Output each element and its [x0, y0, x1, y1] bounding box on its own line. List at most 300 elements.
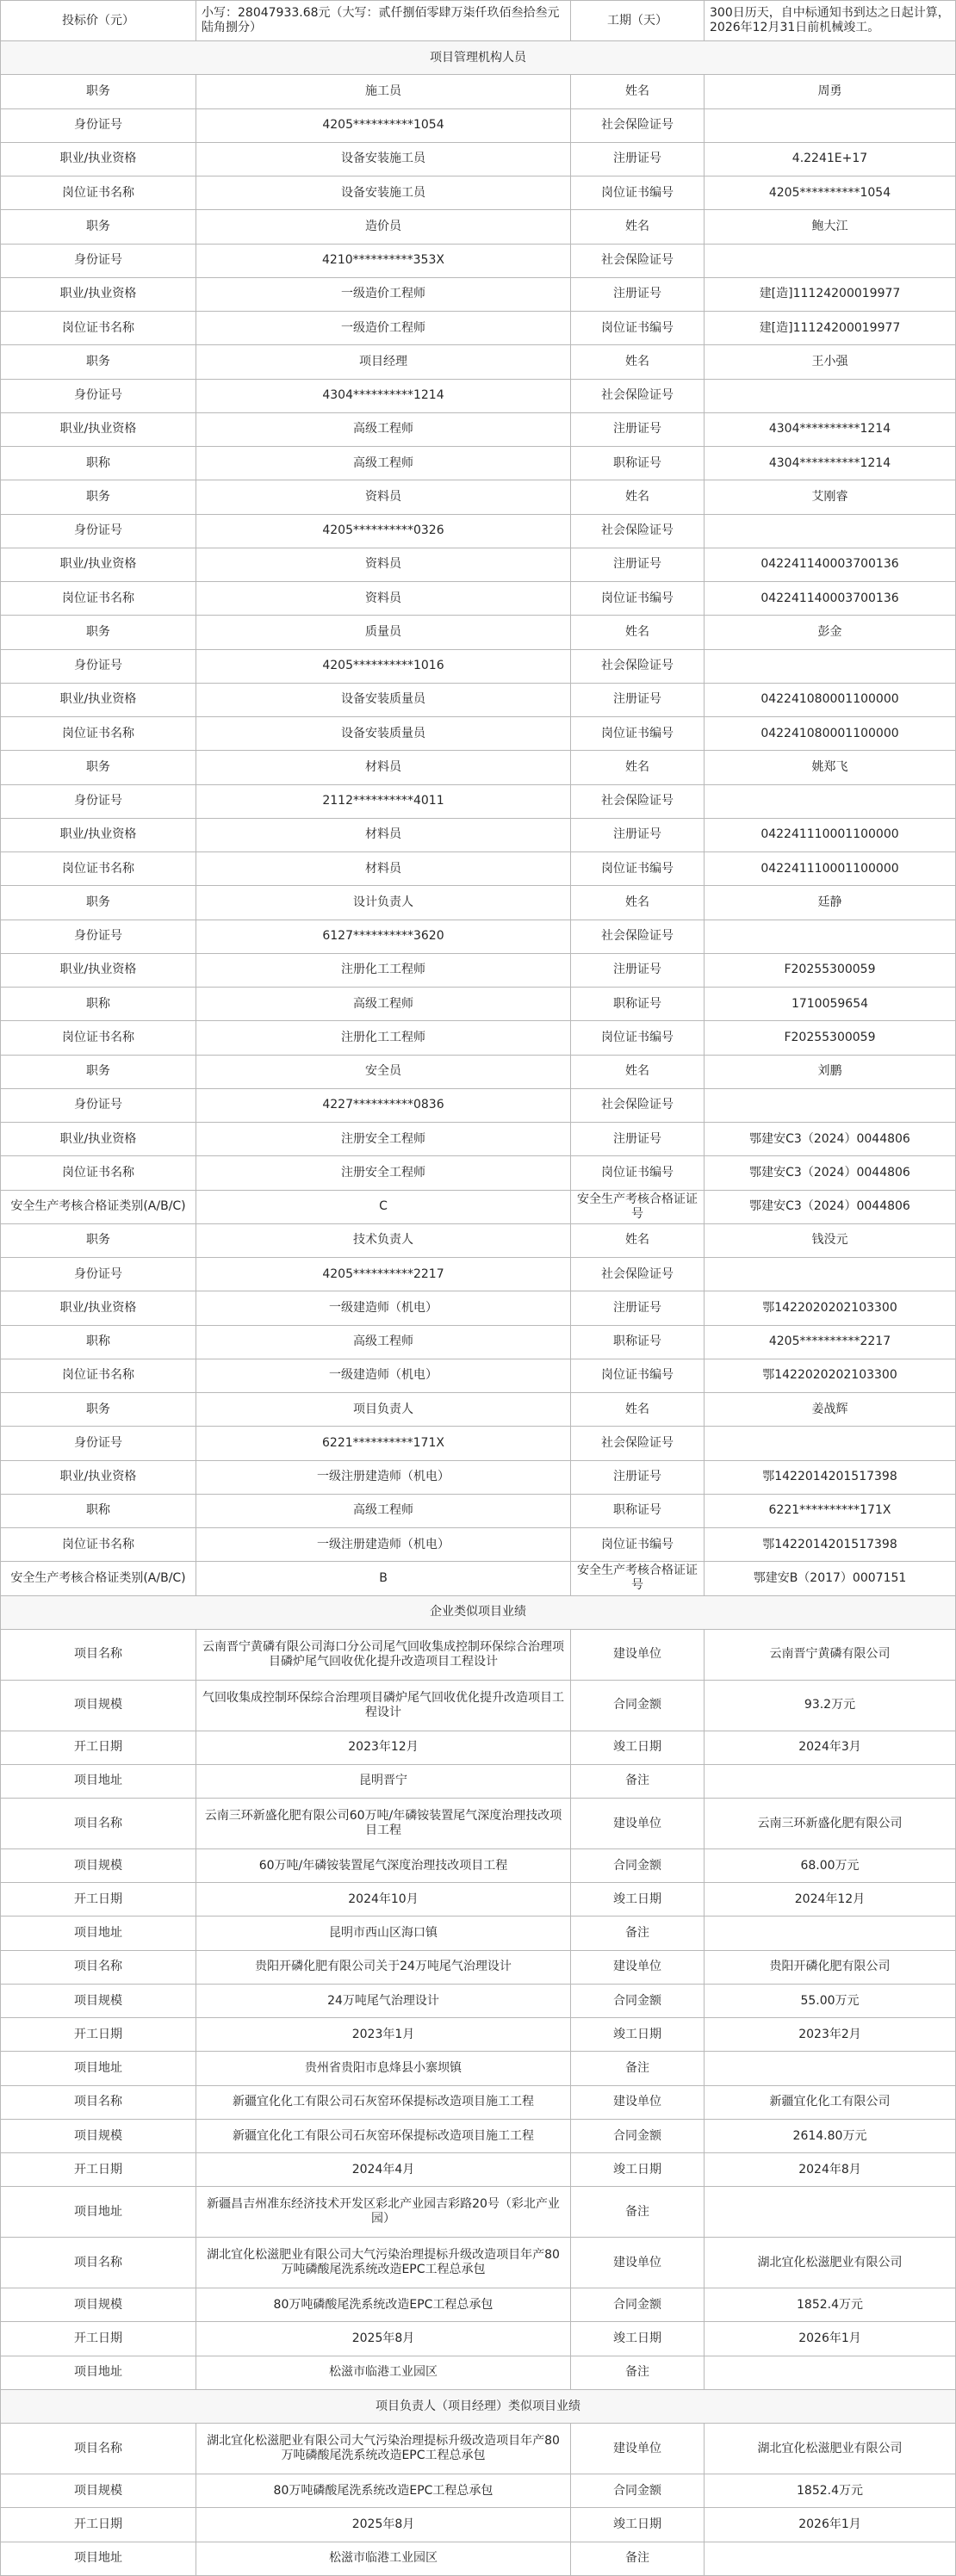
field-value: 姜战辉 — [705, 1393, 956, 1427]
field-value: 4205**********1054 — [705, 176, 956, 210]
table-row — [1, 515, 956, 548]
table-row — [1, 2474, 956, 2508]
field-label: 注册证号 — [571, 819, 705, 852]
field-label: 职称 — [1, 1495, 196, 1528]
field-label: 职务 — [1, 886, 196, 920]
table-row — [1, 2508, 956, 2542]
section-title: 企业类似项目业绩 — [1, 1596, 956, 1630]
field-value: 2023年12月 — [196, 1731, 571, 1765]
field-value: 鄂1422014201517398 — [705, 1528, 956, 1562]
field-value: 24万吨尾气治理设计 — [196, 1985, 571, 2018]
field-label: 项目规模 — [1, 1985, 196, 2018]
field-value: 设备安装质量员 — [196, 717, 571, 751]
field-label: 注册证号 — [571, 684, 705, 717]
table-row — [1, 278, 956, 312]
field-value: 4210**********353X — [196, 245, 571, 278]
table-row — [1, 2288, 956, 2322]
field-value: 松滋市临港工业园区 — [196, 2542, 571, 2576]
field-label: 职务 — [1, 1224, 196, 1258]
field-value: 鄂1422020202103300 — [705, 1359, 956, 1393]
field-label: 项目规模 — [1, 2288, 196, 2322]
field-value: 湖北宜化松滋肥业有限公司大气污染治理提标升级改造项目年产80万吨磷酸尾洗系统改造EPC工程总承包 — [196, 2424, 571, 2474]
table-row — [1, 684, 956, 717]
table-row — [1, 1495, 956, 1528]
field-label: 职称证号 — [571, 1326, 705, 1359]
field-value — [705, 2542, 956, 2576]
field-value — [705, 2052, 956, 2085]
field-label: 社会保险证号 — [571, 380, 705, 413]
field-label: 合同金额 — [571, 1681, 705, 1731]
field-label: 身份证号 — [1, 380, 196, 413]
field-label: 身份证号 — [1, 785, 196, 819]
field-value: 钱没元 — [705, 1224, 956, 1258]
field-label: 岗位证书名称 — [1, 1021, 196, 1055]
field-label: 职业/执业资格 — [1, 413, 196, 447]
field-label: 姓名 — [571, 751, 705, 784]
field-value: 新疆宜化化工有限公司石灰窑环保提标改造项目施工工程 — [196, 2086, 571, 2120]
field-value: 高级工程师 — [196, 413, 571, 447]
section-title: 项目管理机构人员 — [1, 41, 956, 75]
field-label: 身份证号 — [1, 650, 196, 684]
field-value: 2025年8月 — [196, 2508, 571, 2542]
field-label: 身份证号 — [1, 920, 196, 954]
field-label: 安全生产考核合格证证号 — [571, 1191, 705, 1224]
field-value: 一级注册建造师（机电） — [196, 1461, 571, 1495]
field-label: 身份证号 — [1, 245, 196, 278]
field-value: F20255300059 — [705, 1021, 956, 1055]
field-value: 新疆昌吉州准东经济技术开发区彩北产业园吉彩路20号（彩北产业园） — [196, 2187, 571, 2238]
field-label: 开工日期 — [1, 2153, 196, 2187]
field-label: 注册证号 — [571, 413, 705, 447]
field-value — [705, 785, 956, 819]
table-row — [1, 1951, 956, 1985]
field-label: 职业/执业资格 — [1, 1123, 196, 1156]
field-label: 社会保险证号 — [571, 1427, 705, 1460]
field-value: 2112**********4011 — [196, 785, 571, 819]
table-row — [1, 1123, 956, 1156]
field-value: 云南三环新盛化肥有限公司60万吨/年磷铵装置尾气深度治理技改项目工程 — [196, 1799, 571, 1849]
field-value: 2026年1月 — [705, 2508, 956, 2542]
field-label: 身份证号 — [1, 1427, 196, 1460]
field-value: 建[造]11124200019977 — [705, 278, 956, 312]
table-row — [1, 1258, 956, 1291]
field-value: 2024年12月 — [705, 1883, 956, 1917]
field-value: 4205**********1016 — [196, 650, 571, 684]
table-row — [1, 1191, 956, 1224]
field-label: 岗位证书编号 — [571, 1021, 705, 1055]
field-label: 岗位证书编号 — [571, 852, 705, 886]
field-value: 4.2241E+17 — [705, 143, 956, 176]
field-value: 注册安全工程师 — [196, 1123, 571, 1156]
field-value: 1852.4万元 — [705, 2474, 956, 2508]
field-value: 贵阳开磷化肥有限公司关于24万吨尾气治理设计 — [196, 1951, 571, 1985]
field-value — [705, 245, 956, 278]
field-value: 注册化工工程师 — [196, 954, 571, 988]
field-label: 注册证号 — [571, 1123, 705, 1156]
field-value — [705, 1427, 956, 1460]
field-value: 鄂1422020202103300 — [705, 1291, 956, 1325]
field-label: 开工日期 — [1, 1883, 196, 1917]
field-label: 竣工日期 — [571, 2018, 705, 2052]
field-value: 湖北宜化松滋肥业有限公司 — [705, 2424, 956, 2474]
field-label: 职称 — [1, 1326, 196, 1359]
field-label: 备注 — [571, 1765, 705, 1799]
field-value: 艾刚睿 — [705, 480, 956, 514]
field-value: 6221**********171X — [196, 1427, 571, 1460]
field-label: 岗位证书名称 — [1, 176, 196, 210]
field-label: 备注 — [571, 1917, 705, 1950]
field-value: 042241140003700136 — [705, 548, 956, 582]
field-label: 职称 — [1, 447, 196, 480]
field-value: 项目负责人 — [196, 1393, 571, 1427]
field-label: 竣工日期 — [571, 2322, 705, 2356]
field-value: 质量员 — [196, 616, 571, 649]
field-label: 身份证号 — [1, 1258, 196, 1291]
field-value: B — [196, 1562, 571, 1595]
field-label: 开工日期 — [1, 1731, 196, 1765]
field-value: 55.00万元 — [705, 1985, 956, 2018]
field-label: 备注 — [571, 2187, 705, 2238]
period-label: 工期（天） — [571, 1, 705, 41]
field-label: 姓名 — [571, 75, 705, 108]
field-value: 姚郑飞 — [705, 751, 956, 784]
field-label: 社会保险证号 — [571, 1089, 705, 1123]
table-row — [1, 245, 956, 278]
field-label: 职业/执业资格 — [1, 1291, 196, 1325]
field-label: 项目规模 — [1, 2120, 196, 2153]
field-value: 设备安装质量员 — [196, 684, 571, 717]
field-value: 王小强 — [705, 345, 956, 379]
table-row — [1, 1985, 956, 2018]
section-header-row — [1, 1596, 956, 1630]
field-label: 姓名 — [571, 345, 705, 379]
field-label: 岗位证书名称 — [1, 1528, 196, 1562]
table-row — [1, 1883, 956, 1917]
field-value: 廷静 — [705, 886, 956, 920]
field-value — [705, 920, 956, 954]
field-value: 贵州省贵阳市息烽县小寨坝镇 — [196, 2052, 571, 2085]
field-label: 姓名 — [571, 480, 705, 514]
table-row — [1, 650, 956, 684]
table-row — [1, 2238, 956, 2288]
field-label: 竣工日期 — [571, 2508, 705, 2542]
field-label: 职务 — [1, 1056, 196, 1089]
field-value: 鄂建安C3（2024）0044806 — [705, 1156, 956, 1190]
table-row — [1, 1089, 956, 1123]
field-value: 材料员 — [196, 751, 571, 784]
bid-price-value: 小写：28047933.68元（大写：贰仟捌佰零肆万柒仟玖佰叁拾叁元陆角捌分） — [196, 1, 571, 41]
table-row — [1, 312, 956, 345]
field-label: 开工日期 — [1, 2508, 196, 2542]
field-value: 一级造价工程师 — [196, 278, 571, 312]
field-label: 竣工日期 — [571, 1731, 705, 1765]
field-value: 湖北宜化松滋肥业有限公司 — [705, 2238, 956, 2288]
field-value — [705, 380, 956, 413]
table-row — [1, 1799, 956, 1849]
field-value: 一级造价工程师 — [196, 312, 571, 345]
field-label: 岗位证书名称 — [1, 312, 196, 345]
field-value: 60万吨/年磷铵装置尾气深度治理技改项目工程 — [196, 1849, 571, 1883]
field-label: 社会保险证号 — [571, 650, 705, 684]
table-row — [1, 1765, 956, 1799]
field-value — [705, 1917, 956, 1950]
table-row — [1, 1224, 956, 1258]
field-value: 2025年8月 — [196, 2322, 571, 2356]
field-value: 新疆宜化化工有限公司石灰窑环保提标改造项目施工工程 — [196, 2120, 571, 2153]
field-label: 岗位证书编号 — [571, 1528, 705, 1562]
field-value: 云南三环新盛化肥有限公司 — [705, 1799, 956, 1849]
table-row — [1, 954, 956, 988]
field-label: 竣工日期 — [571, 1883, 705, 1917]
field-label: 注册证号 — [571, 1461, 705, 1495]
field-value: 4205**********1054 — [196, 109, 571, 143]
field-value: 鲍大江 — [705, 210, 956, 244]
field-label: 职务 — [1, 210, 196, 244]
field-label: 岗位证书编号 — [571, 582, 705, 616]
field-value: 施工员 — [196, 75, 571, 108]
field-value: 鄂建安C3（2024）0044806 — [705, 1191, 956, 1224]
field-label: 姓名 — [571, 886, 705, 920]
field-label: 职业/执业资格 — [1, 954, 196, 988]
field-value: 鄂建安B（2017）0007151 — [705, 1562, 956, 1595]
field-label: 项目地址 — [1, 2356, 196, 2390]
table-row — [1, 2153, 956, 2187]
field-label: 岗位证书编号 — [571, 312, 705, 345]
table-row — [1, 2187, 956, 2238]
field-label: 合同金额 — [571, 2120, 705, 2153]
field-value: 注册化工工程师 — [196, 1021, 571, 1055]
field-label: 职务 — [1, 751, 196, 784]
field-label: 项目名称 — [1, 1951, 196, 1985]
field-value: 彭金 — [705, 616, 956, 649]
field-label: 项目地址 — [1, 1917, 196, 1950]
table-row — [1, 1461, 956, 1495]
field-value: 68.00万元 — [705, 1849, 956, 1883]
field-value: 造价员 — [196, 210, 571, 244]
field-label: 岗位证书编号 — [571, 1359, 705, 1393]
field-value: 高级工程师 — [196, 1326, 571, 1359]
field-label: 职称证号 — [571, 447, 705, 480]
field-value: 昆明市西山区海口镇 — [196, 1917, 571, 1950]
field-label: 岗位证书名称 — [1, 852, 196, 886]
table-row — [1, 2424, 956, 2474]
field-label: 职业/执业资格 — [1, 819, 196, 852]
field-value: 昆明晋宁 — [196, 1765, 571, 1799]
field-label: 社会保险证号 — [571, 785, 705, 819]
field-value: 资料员 — [196, 548, 571, 582]
field-label: 身份证号 — [1, 109, 196, 143]
field-value: 2026年1月 — [705, 2322, 956, 2356]
field-label: 合同金额 — [571, 1849, 705, 1883]
field-value — [705, 2187, 956, 2238]
table-row — [1, 1359, 956, 1393]
field-value — [705, 109, 956, 143]
field-value: 建[造]11124200019977 — [705, 312, 956, 345]
section-header-row — [1, 2390, 956, 2424]
table-row — [1, 345, 956, 379]
field-value: 资料员 — [196, 582, 571, 616]
table-row — [1, 852, 956, 886]
field-value: F20255300059 — [705, 954, 956, 988]
field-label: 职业/执业资格 — [1, 143, 196, 176]
field-value: 042241080001100000 — [705, 684, 956, 717]
table-row — [1, 717, 956, 751]
field-value: 1852.4万元 — [705, 2288, 956, 2322]
field-value: 6127**********3620 — [196, 920, 571, 954]
field-label: 项目规模 — [1, 1681, 196, 1731]
field-value: 设计负责人 — [196, 886, 571, 920]
field-label: 职务 — [1, 75, 196, 108]
field-value: 4304**********1214 — [196, 380, 571, 413]
field-label: 项目地址 — [1, 2052, 196, 2085]
table-row — [1, 1731, 956, 1765]
field-value: 周勇 — [705, 75, 956, 108]
field-value: 安全员 — [196, 1056, 571, 1089]
table-row — [1, 2086, 956, 2120]
field-value — [705, 1765, 956, 1799]
field-label: 合同金额 — [571, 2288, 705, 2322]
field-value: 注册安全工程师 — [196, 1156, 571, 1190]
table-row — [1, 785, 956, 819]
table-row — [1, 1630, 956, 1681]
field-value: 新疆宜化化工有限公司 — [705, 2086, 956, 2120]
field-label: 职务 — [1, 1393, 196, 1427]
table-row — [1, 380, 956, 413]
field-value: 6221**********171X — [705, 1495, 956, 1528]
field-label: 岗位证书编号 — [571, 1156, 705, 1190]
field-label: 安全生产考核合格证类别(A/B/C) — [1, 1191, 196, 1224]
field-label: 建设单位 — [571, 2424, 705, 2474]
table-row — [1, 1056, 956, 1089]
field-label: 注册证号 — [571, 1291, 705, 1325]
field-label: 注册证号 — [571, 548, 705, 582]
table-row — [1, 1849, 956, 1883]
field-value: 气回收集成控制环保综合治理项目磷炉尾气回收优化提升改造项目工程设计 — [196, 1681, 571, 1731]
field-label: 项目规模 — [1, 2474, 196, 2508]
field-label: 岗位证书编号 — [571, 176, 705, 210]
field-value — [705, 650, 956, 684]
field-label: 注册证号 — [571, 954, 705, 988]
field-label: 职业/执业资格 — [1, 278, 196, 312]
field-label: 职业/执业资格 — [1, 684, 196, 717]
field-label: 注册证号 — [571, 278, 705, 312]
field-label: 岗位证书名称 — [1, 582, 196, 616]
field-value: 042241080001100000 — [705, 717, 956, 751]
field-label: 项目名称 — [1, 2424, 196, 2474]
table-row — [1, 886, 956, 920]
field-label: 职务 — [1, 345, 196, 379]
field-label: 身份证号 — [1, 1089, 196, 1123]
field-label: 社会保险证号 — [571, 245, 705, 278]
field-value: 2614.80万元 — [705, 2120, 956, 2153]
field-label: 项目名称 — [1, 2238, 196, 2288]
table-row — [1, 1156, 956, 1190]
field-label: 项目地址 — [1, 2187, 196, 2238]
field-label: 姓名 — [571, 1056, 705, 1089]
field-label: 职业/执业资格 — [1, 1461, 196, 1495]
field-value — [705, 2356, 956, 2390]
field-value: 2023年2月 — [705, 2018, 956, 2052]
field-label: 合同金额 — [571, 2474, 705, 2508]
field-value: 贵阳开磷化肥有限公司 — [705, 1951, 956, 1985]
field-label: 项目地址 — [1, 1765, 196, 1799]
field-value: 设备安装施工员 — [196, 176, 571, 210]
field-label: 姓名 — [571, 616, 705, 649]
header-row — [1, 1, 956, 41]
field-value: 80万吨磷酸尾洗系统改造EPC工程总承包 — [196, 2474, 571, 2508]
field-value: 材料员 — [196, 819, 571, 852]
field-value: 材料员 — [196, 852, 571, 886]
field-label: 社会保险证号 — [571, 109, 705, 143]
field-value — [705, 1258, 956, 1291]
field-label: 社会保险证号 — [571, 1258, 705, 1291]
field-label: 开工日期 — [1, 2322, 196, 2356]
field-label: 建设单位 — [571, 2238, 705, 2288]
field-value: 4227**********0836 — [196, 1089, 571, 1123]
field-value: 4205**********0326 — [196, 515, 571, 548]
bid-price-label: 投标价（元） — [1, 1, 196, 41]
field-label: 合同金额 — [571, 1985, 705, 2018]
field-value: 高级工程师 — [196, 447, 571, 480]
table-row — [1, 1427, 956, 1460]
field-label: 岗位证书名称 — [1, 1156, 196, 1190]
field-value: 2024年3月 — [705, 1731, 956, 1765]
table-row — [1, 988, 956, 1021]
field-value: 1710059654 — [705, 988, 956, 1021]
field-value: C — [196, 1191, 571, 1224]
field-label: 职务 — [1, 480, 196, 514]
table-row — [1, 1291, 956, 1325]
field-label: 项目名称 — [1, 1799, 196, 1849]
field-value: 一级注册建造师（机电） — [196, 1528, 571, 1562]
field-label: 社会保险证号 — [571, 920, 705, 954]
field-label: 安全生产考核合格证证号 — [571, 1562, 705, 1595]
table-row — [1, 176, 956, 210]
field-label: 建设单位 — [571, 1951, 705, 1985]
section-header-row — [1, 41, 956, 75]
table-row — [1, 1917, 956, 1950]
field-value: 资料员 — [196, 480, 571, 514]
table-row — [1, 1528, 956, 1562]
table-row — [1, 2356, 956, 2390]
field-value: 一级建造师（机电） — [196, 1359, 571, 1393]
table-row — [1, 447, 956, 480]
table-row — [1, 819, 956, 852]
field-value: 鄂建安C3（2024）0044806 — [705, 1123, 956, 1156]
field-value — [705, 1089, 956, 1123]
field-label: 身份证号 — [1, 515, 196, 548]
field-value: 云南晋宁黄磷有限公司海口分公司尾气回收集成控制环保综合治理项目磷炉尾气回收优化提升改造项目工程设计 — [196, 1630, 571, 1681]
field-value — [705, 515, 956, 548]
field-value: 042241140003700136 — [705, 582, 956, 616]
field-label: 竣工日期 — [571, 2153, 705, 2187]
field-label: 姓名 — [571, 210, 705, 244]
field-label: 备注 — [571, 2542, 705, 2576]
table-row — [1, 2120, 956, 2153]
table-row — [1, 616, 956, 649]
field-value: 042241110001100000 — [705, 852, 956, 886]
field-label: 注册证号 — [571, 143, 705, 176]
field-value: 刘鹏 — [705, 1056, 956, 1089]
table-row — [1, 1681, 956, 1731]
table-row — [1, 75, 956, 108]
table-row — [1, 143, 956, 176]
field-value: 4205**********2217 — [196, 1258, 571, 1291]
field-label: 开工日期 — [1, 2018, 196, 2052]
table-row — [1, 413, 956, 447]
field-label: 姓名 — [571, 1393, 705, 1427]
period-value: 300日历天，自中标通知书到达之日起计算，2026年12月31日前机械竣工。 — [705, 1, 956, 41]
